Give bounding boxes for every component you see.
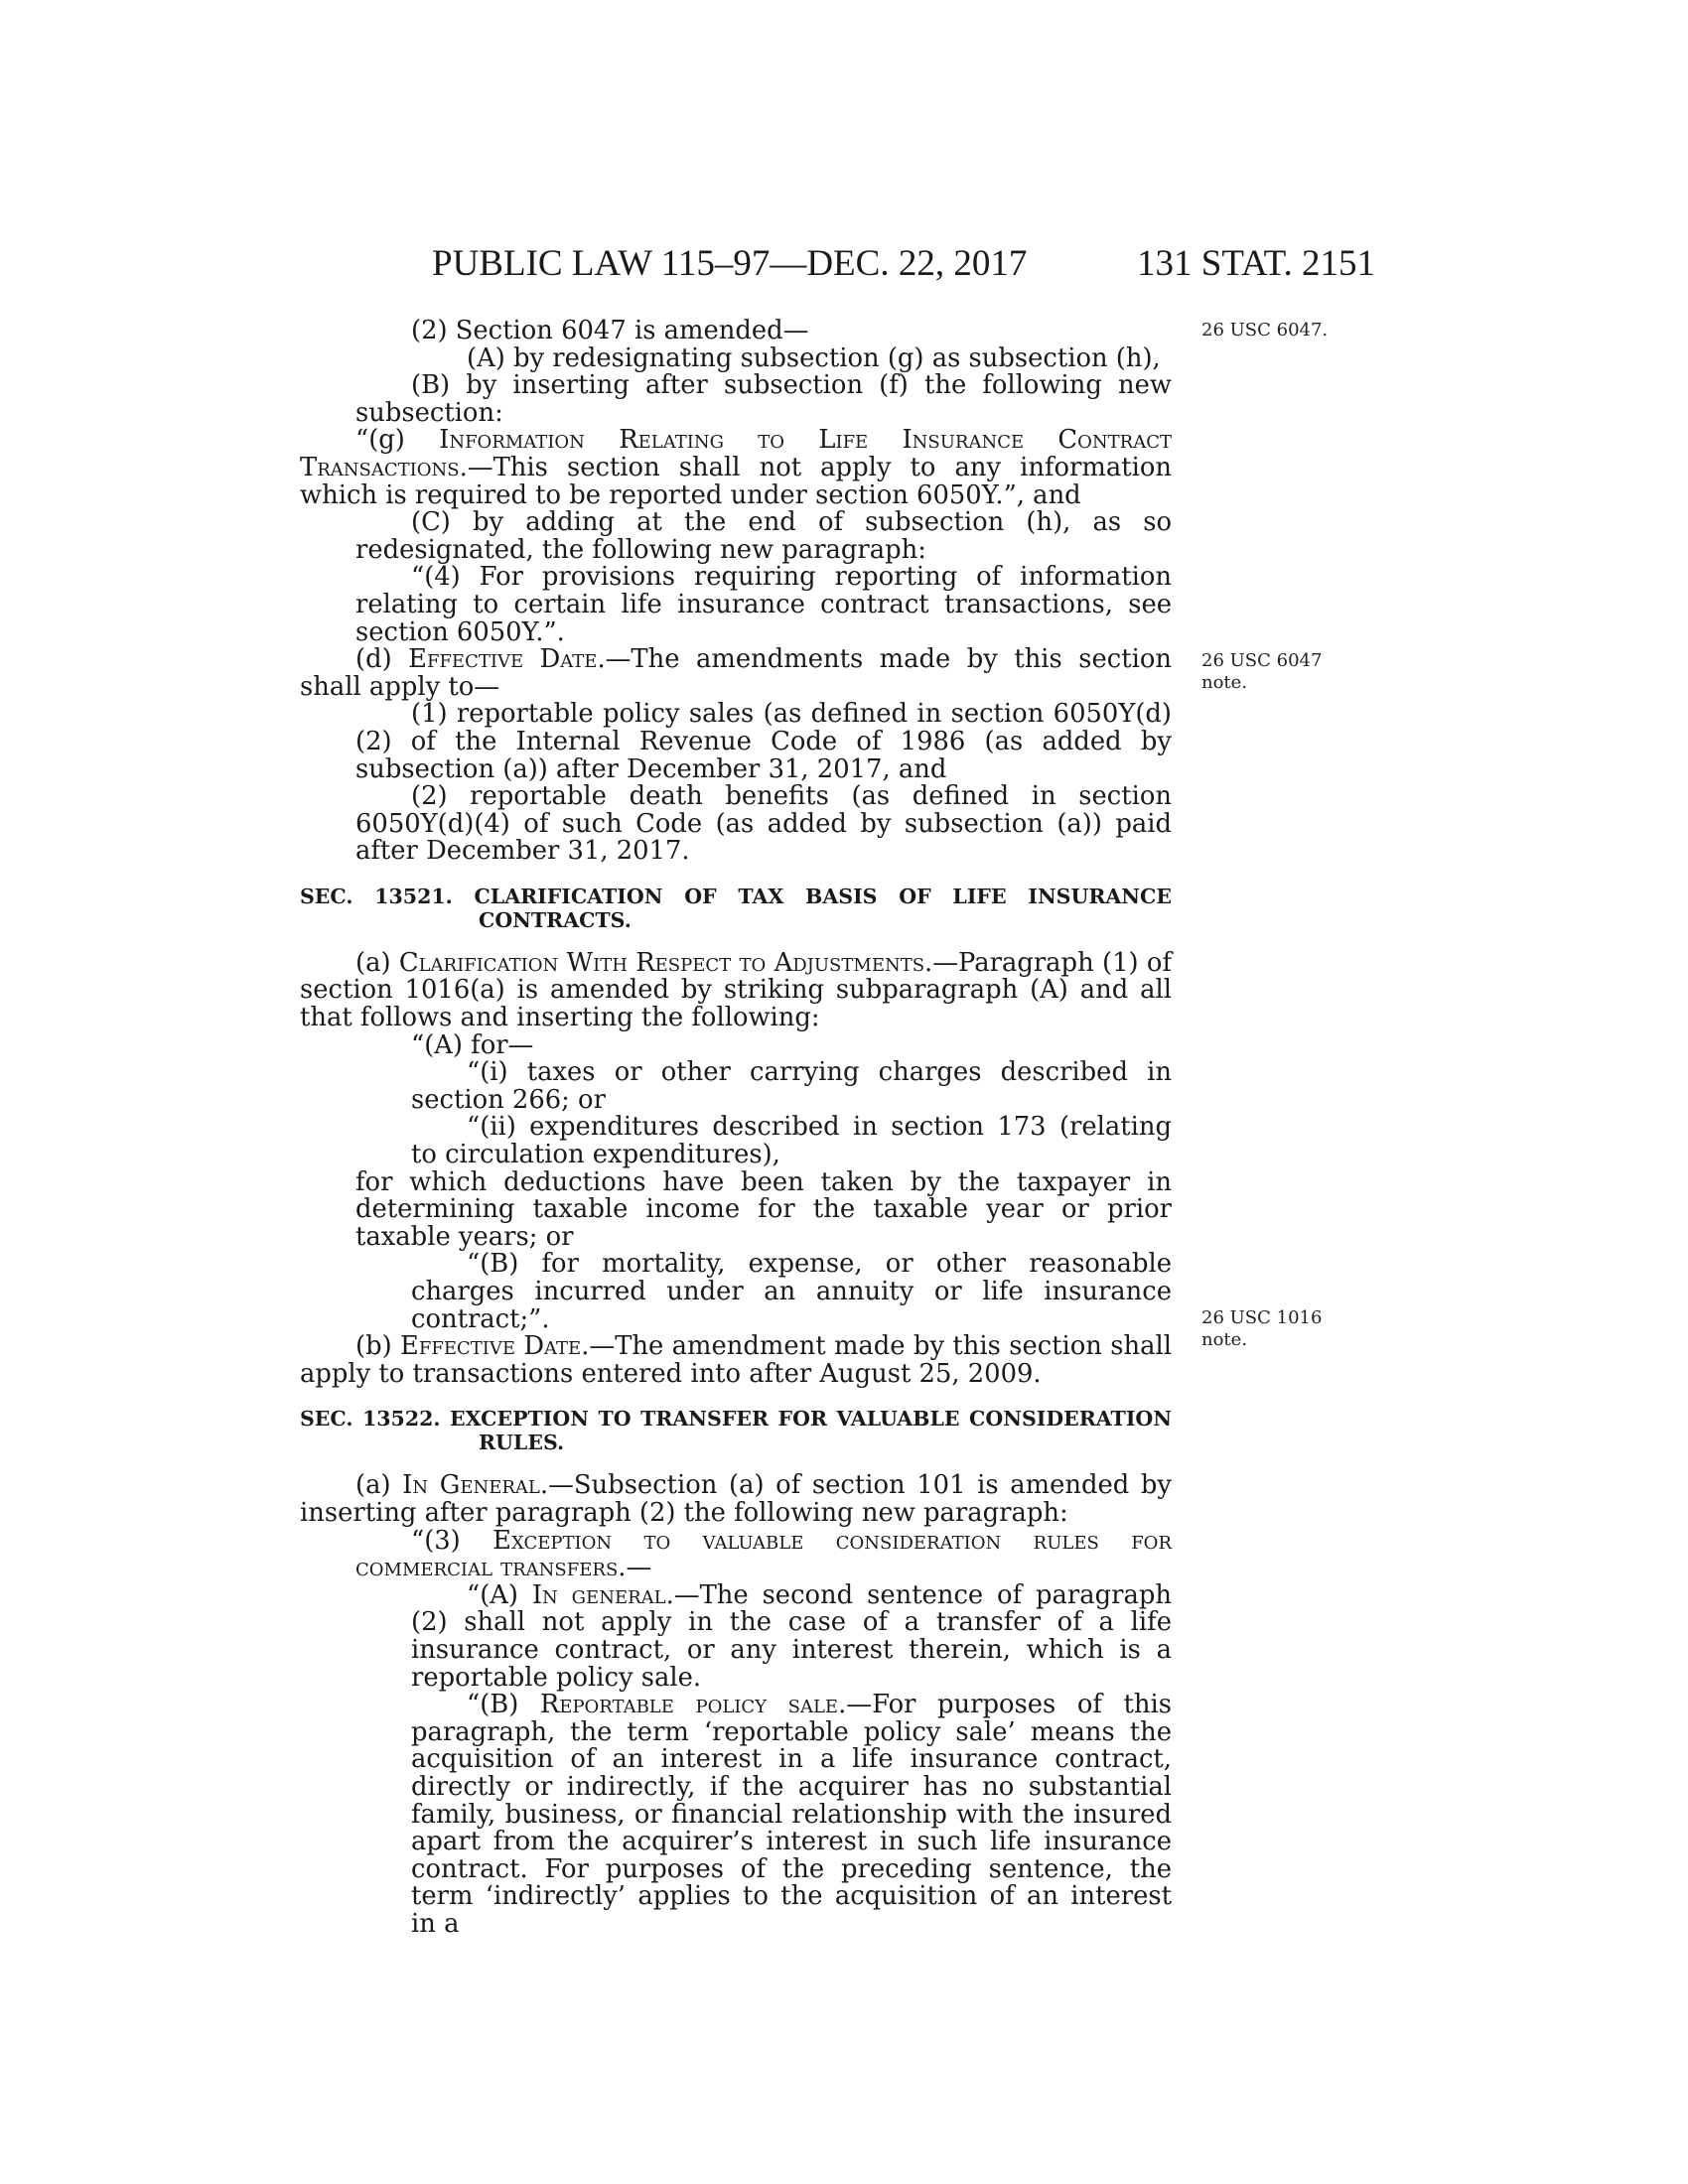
quoted-paragraph-4: “(4) For provisions requiring reporting of information relating to certain life insurance contract transactions, see section 6050Y.”. — [355, 562, 1172, 647]
para-lead: “(A) — [467, 1579, 532, 1610]
margin-note-text: note. — [1201, 672, 1248, 693]
margin-note-text: 26 USC 6047. — [1201, 320, 1329, 341]
paragraph: “(ii) expenditures described in section 173 (relating to circulation expenditures), — [411, 1112, 1172, 1170]
paragraph-text: .—The amendments made by this section shall apply to— — [300, 644, 1172, 702]
heading-small-caps: Information Relating to Life Insurance Contract Transactions — [300, 425, 1173, 482]
paragraph-text: .—This section shall not apply to any information which is required to be reported under section 6050Y.”, and — [300, 452, 1172, 510]
margin-note-text: note. — [1201, 1329, 1248, 1350]
paragraph: (C) by adding at the end of subsection (h), as so redesignated, the following new paragraph: — [355, 507, 1172, 565]
quoted-subparagraph-a — [300, 1579, 1172, 1693]
heading-small-caps: Effective Date — [408, 644, 598, 675]
para-lead: (a) — [355, 947, 399, 978]
heading-small-caps: In general — [531, 1579, 666, 1610]
statute-page-number: 131 STAT. 2151 — [1137, 243, 1375, 284]
subsection-a — [300, 947, 1172, 1033]
para-lead: “(g) — [355, 425, 440, 456]
quoted-paragraph-3 — [300, 1525, 1172, 1583]
paragraph-text: (B) by inserting after subsection (f) the following new subsection: — [355, 370, 1172, 428]
subsection-b — [300, 1333, 1172, 1388]
margin-note-text: 26 USC 6047 — [1201, 650, 1323, 671]
paragraph — [244, 372, 1172, 427]
margin-note-3 — [1201, 1307, 1350, 1351]
paragraph-text: .—The amendment made by this section shall apply to transactions entered into after August 25, 2009. — [300, 1331, 1173, 1389]
para-lead: “(3) — [411, 1525, 493, 1556]
paragraph-text: .—Subsection (a) of section 101 is amended by inserting after paragraph (2) the following new paragraph: — [300, 1470, 1172, 1528]
paragraph: “(i) taxes or other carrying charges described in section 266; or — [411, 1057, 1172, 1115]
paragraph: “(A) for— — [411, 1029, 534, 1060]
section-heading-13521: SEC. 13521. CLARIFICATION OF TAX BASIS OF LIFE INSURANCE CONTRACTS. — [300, 884, 1172, 932]
margin-note-1 — [1201, 320, 1350, 341]
heading-small-caps: In General — [402, 1470, 540, 1501]
paragraph: “(B) for mortality, expense, or other reasonable charges incurred under an annuity or life insurance contract;”. — [411, 1249, 1172, 1334]
quoted-subsection-g — [300, 427, 1172, 509]
margin-note-2 — [1201, 650, 1350, 694]
paragraph: (2) Section 6047 is amended— — [411, 316, 809, 345]
heading-small-caps: Exception to valuable consideration rules for commercial transfers — [355, 1525, 1172, 1583]
heading-small-caps: Reportable policy sale — [539, 1690, 839, 1720]
quoted-subparagraph-b — [300, 1692, 1172, 1938]
margin-note-text: 26 USC 1016 — [1201, 1307, 1323, 1328]
paragraph-text: .—The second sentence of paragraph (2) shall not apply in the case of a transfer of a life insurance contract, or any interest therein, which is a reportable policy sale. — [411, 1579, 1172, 1693]
paragraph: for which deductions have been taken by the taxpayer in determining taxable income for the taxable year or prior taxable years; or — [355, 1166, 1172, 1252]
document-body — [300, 318, 1172, 1938]
para-lead: “(B) — [467, 1690, 540, 1720]
heading-small-caps: Effective Date — [400, 1331, 582, 1362]
subsection-d — [300, 646, 1172, 701]
paragraph: (1) reportable policy sales (as defined in section 6050Y(d)(2) of the Internal Revenue Code of 1986 (as added by subsection (a)) after December 31, 2017, and — [355, 699, 1172, 784]
heading-small-caps: Clarification With Respect to Adjustments — [398, 947, 925, 978]
subsection-a — [300, 1472, 1172, 1527]
paragraph-text: .—For purposes of this paragraph, the term ‘reportable policy sale’ means the acquisition of an interest in a life insurance contract, directly or indirectly, if the acquirer has no substantial family, business, or financial relationship with the insured apart from the acquirer’s interest in such life insurance contract. For purposes of the preceding sentence, the term ‘indirectly’ applies to the acquisition of an interest in a — [411, 1690, 1172, 1939]
para-lead: (b) — [355, 1331, 401, 1362]
paragraph: (2) reportable death benefits (as defined in section 6050Y(d)(4) of such Code (as added by subsection (a)) paid after December 31, 2017. — [355, 781, 1172, 867]
paragraph: (A) by redesignating subsection (g) as subsection (h), — [467, 342, 1161, 373]
section-heading-13522: SEC. 13522. EXCEPTION TO TRANSFER FOR VALUABLE CONSIDERATION RULES. — [300, 1407, 1172, 1455]
para-lead: (d) — [355, 644, 409, 675]
public-law-title: PUBLIC LAW 115–97—DEC. 22, 2017 — [432, 243, 1028, 284]
paragraph-text: .—Paragraph (1) of section 1016(a) is amended by striking subparagraph (A) and all that follows and inserting the following: — [300, 947, 1172, 1033]
paragraph-text: .— — [618, 1553, 652, 1583]
para-lead: (a) — [355, 1470, 403, 1501]
